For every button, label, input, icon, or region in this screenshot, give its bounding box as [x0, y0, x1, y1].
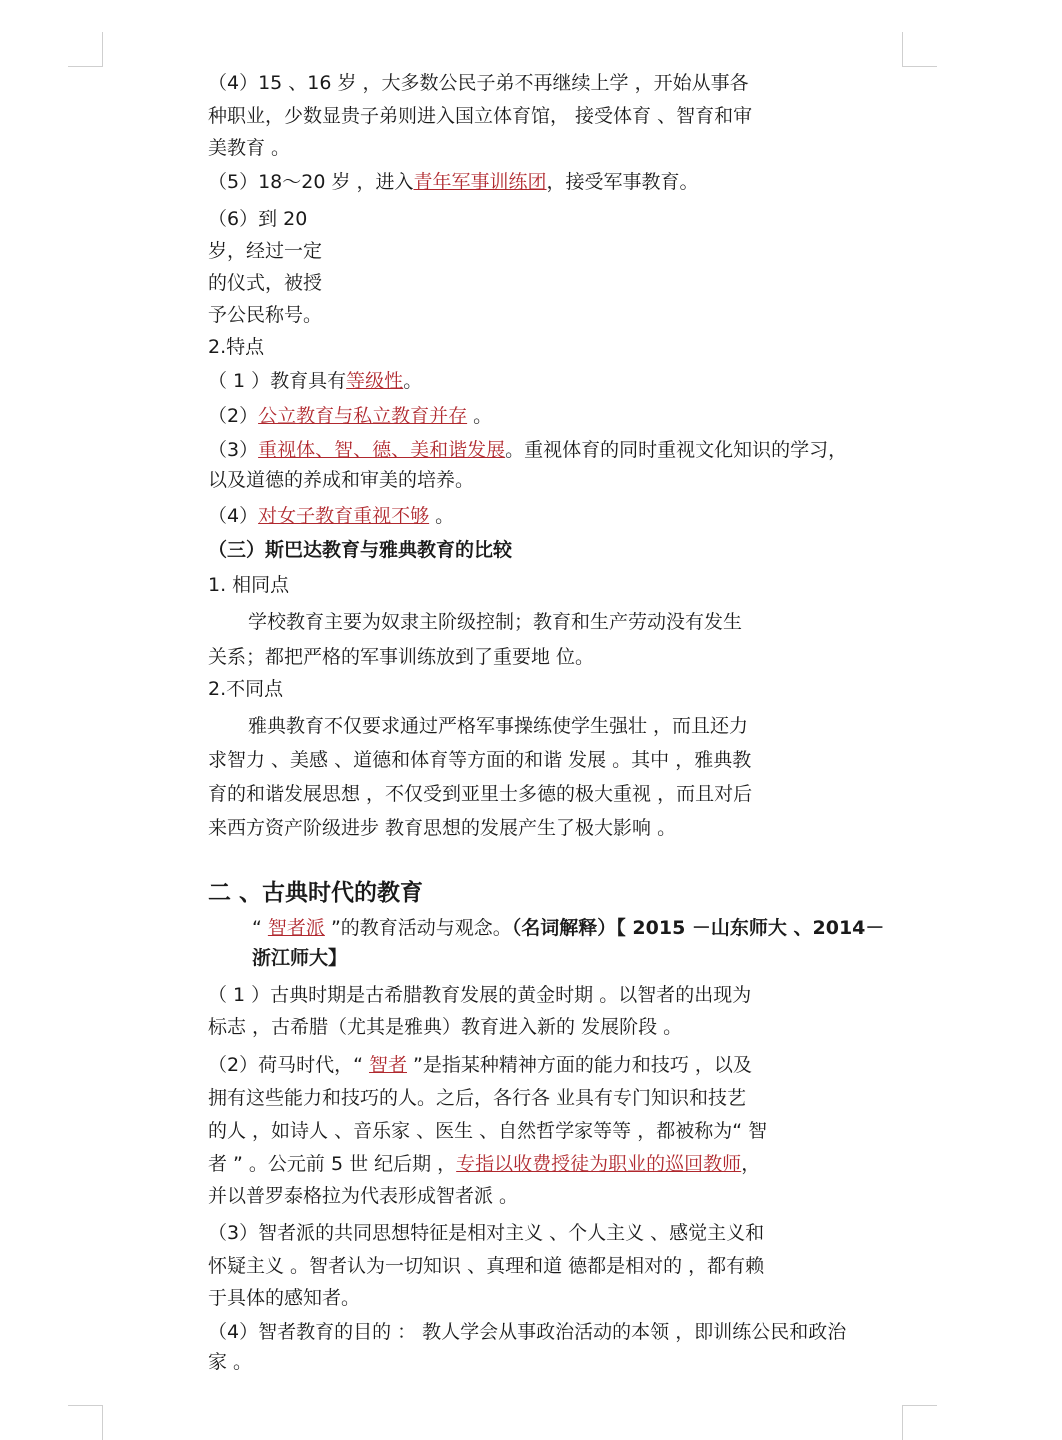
- text: 。: [429, 505, 455, 527]
- highlight-term: 等级性: [346, 370, 404, 392]
- highlight-term: 专指以收费授徒为职业的巡回教师: [456, 1153, 742, 1175]
- section-title: 1. 相同点: [208, 574, 290, 596]
- section-title: 2.不同点: [208, 678, 284, 700]
- highlight-term: 公立教育与私立教育并存: [258, 405, 468, 427]
- paragraph-line: 并以普罗泰格拉为代表形成智者派 。: [208, 1185, 519, 1207]
- text: 者 ” 。公元前 5 世 纪后期 ，: [208, 1153, 457, 1175]
- paragraph-line: 怀疑主义 。智者认为一切知识 、真理和道 德都是相对的 ，都有赖: [208, 1255, 765, 1277]
- section-heading: （三）斯巴达教育与雅典教育的比较: [208, 539, 513, 561]
- highlight-term: 青年军事训练团: [413, 171, 547, 193]
- text: （2）: [208, 405, 259, 427]
- paragraph-line: （3）智者派的共同思想特征是相对主义 、个人主义 、感觉主义和: [208, 1222, 765, 1244]
- text: ”是指某种精神方面的能力和技巧 ，以及: [407, 1054, 752, 1076]
- list-item: [208, 437, 847, 463]
- paragraph-line: 关系；都把严格的军事训练放到了重要地 位。: [208, 646, 595, 668]
- paragraph-line: 的人 ，如诗人 、音乐家 、医生 、自然哲学家等等 ，都被称为“ 智: [208, 1120, 768, 1142]
- paragraph-line: 学校教育主要为奴隶主阶级控制；教育和生产劳动没有发生: [248, 611, 743, 633]
- corner-mark-bottom-left: [68, 1405, 103, 1440]
- exam-note: （名词解释）【 2015 －山东师大 、2014－: [511, 917, 885, 939]
- text: “: [252, 917, 268, 939]
- paragraph-line: 拥有这些能力和技巧的人。之后，各行各 业具有专门知识和技艺: [208, 1087, 747, 1109]
- highlight-term: 对女子教育重视不够: [258, 505, 430, 527]
- text: 。重视体育的同时重视文化知识的学习，: [505, 439, 848, 461]
- corner-mark-top-left: [68, 32, 103, 67]
- paragraph-line: （4）15 、16 岁 ，大多数公民子弟不再继续上学 ，开始从事各: [208, 72, 749, 94]
- paragraph-line: 种职业，少数显贵子弟则进入国立体育馆， 接受体育 、智育和审: [208, 105, 753, 127]
- paragraph-line: 雅典教育不仅要求通过严格军事操练使学生强壮 ，而且还力: [248, 715, 749, 737]
- paragraph-line: 来西方资产阶级进步 教育思想的发展产生了极大影响 。: [208, 817, 677, 839]
- text: ，: [741, 1153, 761, 1175]
- paragraph-line: 于具体的感知者。: [208, 1287, 361, 1309]
- text: （ 1 ）教育具有: [208, 370, 347, 392]
- text: （3）: [208, 439, 259, 461]
- text: （5）18～20 岁 ，进入: [208, 171, 414, 193]
- paragraph-line: 以及道德的养成和审美的培养。: [208, 469, 475, 491]
- paragraph-line: 标志 ，古希腊（尤其是雅典）教育进入新的 发展阶段 。: [208, 1016, 683, 1038]
- paragraph-line: [208, 1151, 760, 1177]
- section-title: 2.特点: [208, 336, 265, 358]
- text: （4）: [208, 505, 259, 527]
- corner-mark-top-right: [902, 32, 937, 67]
- highlight-term: 智者: [368, 1054, 407, 1076]
- text: ”的教育活动与观念。: [324, 917, 512, 939]
- paragraph-line: 予公民称号。: [208, 304, 323, 326]
- paragraph-line: （6）到 20: [208, 208, 308, 230]
- text: 。: [403, 370, 423, 392]
- paragraph-line: 美教育 。: [208, 137, 291, 159]
- highlight-term: 重视体、智、德、美和谐发展: [258, 439, 506, 461]
- paragraph-line: 岁，经过一定: [208, 240, 323, 262]
- corner-mark-bottom-right: [902, 1405, 937, 1440]
- text: ，接受军事教育。: [546, 171, 699, 193]
- subheading-line: [252, 915, 884, 941]
- text: （2）荷马时代，“: [208, 1054, 369, 1076]
- paragraph-line: 育的和谐发展思想 ，不仅受到亚里士多德的极大重视 ，而且对后: [208, 783, 753, 805]
- paragraph-line: （4）智者教育的目的 ： 教人学会从事政治活动的本领 ，即训练公民和政治: [208, 1321, 847, 1343]
- paragraph-line: 求智力 、美感 、道德和体育等方面的和谐 发展 。其中 ，雅典教: [208, 749, 752, 771]
- paragraph-line: [208, 1052, 752, 1078]
- list-item: [208, 403, 492, 429]
- exam-note: 浙江师大】: [252, 947, 348, 969]
- list-item: [208, 503, 454, 529]
- paragraph-line: [208, 169, 699, 195]
- paragraph-line: 的仪式，被授: [208, 272, 323, 294]
- text: 。: [467, 405, 493, 427]
- paragraph-line: 家 。: [208, 1351, 253, 1373]
- list-item: [208, 368, 422, 394]
- paragraph-line: （ 1 ）古典时期是古希腊教育发展的黄金时期 。以智者的出现为: [208, 984, 752, 1006]
- chapter-heading: 二 、古典时代的教育: [208, 880, 424, 906]
- highlight-term: 智者派: [267, 917, 325, 939]
